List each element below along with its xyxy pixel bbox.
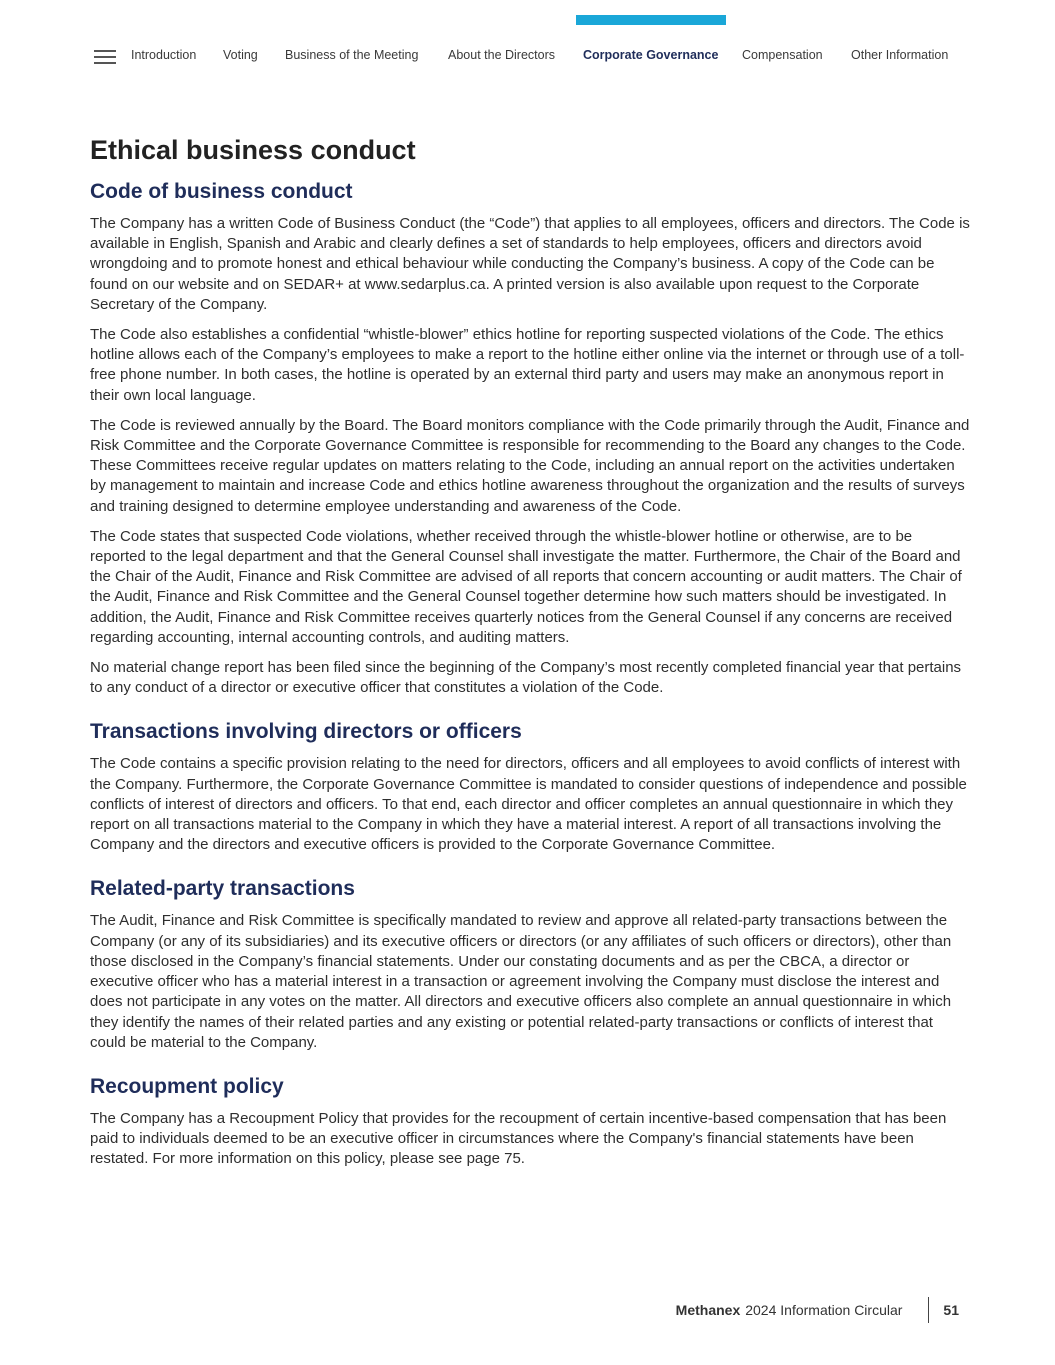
nav-item-compensation[interactable]: Compensation bbox=[742, 48, 823, 62]
section-code-of-business-conduct bbox=[90, 178, 970, 698]
nav-item-other-information[interactable]: Other Information bbox=[851, 48, 949, 62]
footer-document-title: 2024 Information Circular bbox=[745, 1302, 903, 1318]
paragraph: The Company has a Recoupment Policy that provides for the recoupment of certain incentive-based compensation that has been paid to individuals deemed to be an executive officer in circumstances where the Company's financial statements have been restated. For more information on this policy, please see page 75. bbox=[90, 1109, 947, 1168]
section-heading: Code of business conduct bbox=[90, 180, 353, 203]
paragraph: No material change report has been filed since the beginning of the Company’s most recently completed financial year that pertains to any conduct of a director or executive officer that constitutes a violation of the Code. bbox=[90, 659, 962, 697]
nav-item-corporate-governance[interactable]: Corporate Governance bbox=[583, 48, 719, 62]
paragraph: The Company has a written Code of Business Conduct (the “Code”) that applies to all employees, officers and directors. The Code is available in English, Spanish and Arabic and clearly defines a set of standards to help employees, officers and directors avoid wrongdoing and to promote honest and ethical behaviour while conducting the Company’s business. A copy of the Code can be found on our website and on SEDAR+ at www.sedarplus.ca. A printed version is also available upon request to the Corporate Secretary of the Company. bbox=[90, 215, 970, 313]
section-recoupment-policy bbox=[90, 1073, 970, 1170]
paragraph: The Code is reviewed annually by the Board. The Board monitors compliance with the Code primarily through the Audit, Finance and Risk Committee and the Corporate Governance Committee is responsible for recommending to the Board any changes to the Code. These Committees receive regular updates on matters relating to the Code, including an annual report on the activities undertaken by management to maintain and increase Code and ethics hotline awareness throughout the organization and the results of surveys and training designed to determine employee understanding and awareness of the Code. bbox=[90, 416, 970, 515]
section-transactions-involving-directors bbox=[90, 718, 970, 855]
active-tab-indicator bbox=[576, 15, 726, 25]
footer-brand: Methanex bbox=[675, 1302, 741, 1318]
page-number: 51 bbox=[943, 1302, 959, 1318]
nav-item-about-the-directors[interactable]: About the Directors bbox=[448, 48, 555, 62]
footer-divider bbox=[928, 1297, 929, 1323]
main-content bbox=[90, 132, 970, 1180]
page-title: Ethical business conduct bbox=[90, 135, 416, 165]
nav-item-introduction[interactable]: Introduction bbox=[131, 48, 197, 62]
top-navigation bbox=[0, 0, 1055, 80]
paragraph: The Code contains a specific provision relating to the need for directors, officers and all employees to avoid conflicts of interest with the Company. Furthermore, the Corporate Governance Committee is mandated to consider questions of independence and possible conflicts of interest of directors and officers. To that end, each director and officer completes an annual questionnaire in which they report on all transactions material to the Company in which they have a material interest. A report of all transactions involving the Company and the directors and executive officers is provided to the Corporate Governance Committee. bbox=[90, 755, 967, 854]
section-heading: Related-party transactions bbox=[90, 877, 355, 901]
section-related-party-transactions bbox=[90, 875, 970, 1052]
hamburger-menu-icon[interactable] bbox=[94, 50, 116, 64]
paragraph: The Code states that suspected Code violations, whether received through the whistle-blower hotline or otherwise, are to be reported to the legal department and that the General Counsel shall investigate the matter. Furthermore, the Chair of the Board and the Chair of the Audit, Finance and Risk Committee are advised of all reports that concern accounting or audit matters. The Chair of the Audit, Finance and Risk Committee and the General Counsel together determine how such matters should be investigated. In addition, the Audit, Finance and Risk Committee receives quarterly notices from the General Counsel if any concerns are received regarding accounting, internal accounting controls, and auditing matters. bbox=[90, 527, 962, 646]
section-heading: Transactions involving directors or officers bbox=[90, 720, 522, 744]
nav-item-business-of-the-meeting[interactable]: Business of the Meeting bbox=[285, 48, 419, 62]
nav-item-voting[interactable]: Voting bbox=[223, 48, 258, 62]
paragraph: The Audit, Finance and Risk Committee is specifically mandated to review and approve all related-party transactions between the Company (or any of its subsidiaries) and its executive officers or directors (or any affiliates of such officers or directors), other than those disclosed in the Company’s financial statements. Under our constating documents and as per the CBCA, a director or executive officer who has a material interest in a transaction or agreement involving the Company must disclose the interest and does not participate in any votes on the matter. All directors and executive officers also complete an annual questionnaire in which they identify the names of their related parties and any existing or potential related-party transactions or conflicts of interest that could be material to the Company. bbox=[90, 912, 952, 1051]
paragraph: The Code also establishes a confidential “whistle-blower” ethics hotline for reporting suspected violations of the Code. The ethics hotline allows each of the Company’s employees to make a report to the hotline either online via the internet or through use of a toll-free phone number. In both cases, the hotline is operated by an external third party and users may make an anonymous report in their own local language. bbox=[90, 326, 965, 404]
section-heading: Recoupment policy bbox=[90, 1074, 284, 1098]
page-footer bbox=[676, 1297, 959, 1323]
